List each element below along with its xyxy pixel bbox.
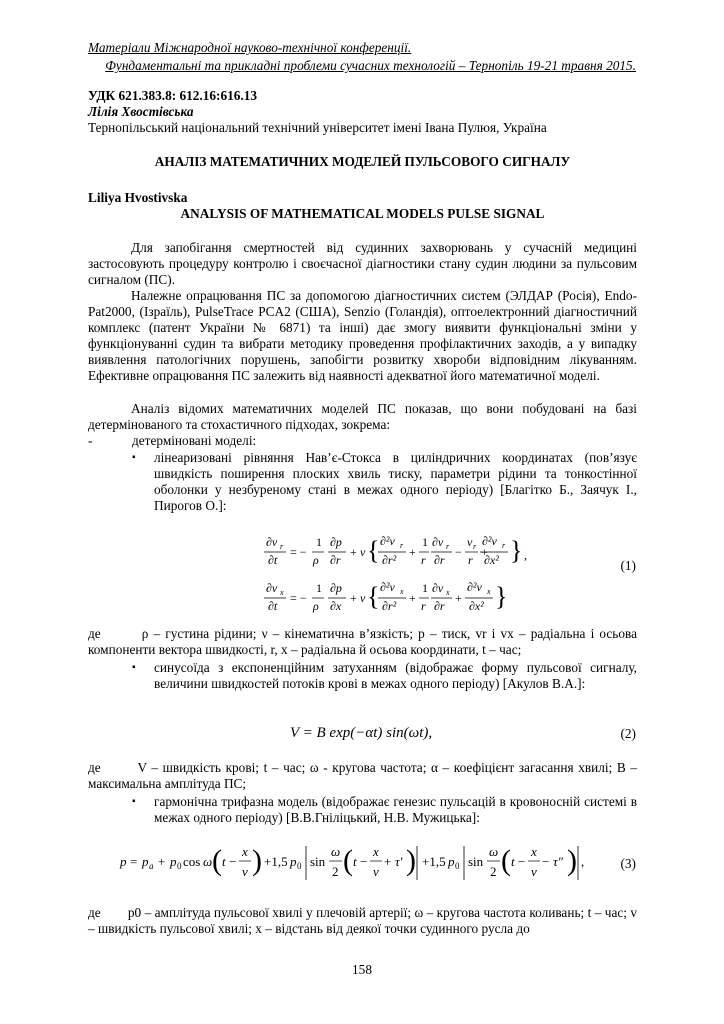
- svg-text:τ″: τ″: [553, 854, 564, 869]
- page-number: 158: [352, 962, 372, 977]
- svg-text:): ): [406, 844, 416, 877]
- svg-text:r: r: [473, 542, 477, 551]
- svg-text:{: {: [367, 582, 380, 611]
- equation-2: V = B exp(−αt) sin(ωt),: [290, 725, 433, 741]
- svg-text:∂r: ∂r: [434, 553, 445, 567]
- where-clause-2: [88, 760, 637, 792]
- svg-text:v: v: [242, 864, 248, 879]
- svg-text:∂²v: ∂²v: [482, 534, 497, 548]
- svg-text:r: r: [446, 542, 450, 551]
- svg-text:ω: ω: [203, 854, 213, 869]
- svg-text:(: (: [343, 844, 353, 877]
- svg-text:p: p: [120, 854, 127, 869]
- svg-text:∂v: ∂v: [266, 535, 278, 549]
- where-clause-1: [88, 626, 637, 658]
- equation-1: [262, 530, 512, 622]
- svg-text:+: +: [409, 545, 416, 559]
- svg-text:+: +: [350, 545, 357, 559]
- svg-text:∂x²: ∂x²: [484, 553, 499, 567]
- conference-header-line2: Фундаментальні та прикладні проблеми сучасних технологій – Тернопіль 19-21 травня 2015.: [105, 58, 636, 73]
- svg-text:−: −: [542, 854, 550, 869]
- where-1-text: ρ – густина рідини; ν – кінематична в’язкість; p – тиск, vr і vx – радіальна і осьова компоненти вектора швидкості, r, x – радіальна й осьова координати, t – час;: [88, 626, 638, 657]
- svg-text:p: p: [290, 854, 297, 869]
- svg-text:∂t: ∂t: [268, 599, 278, 613]
- svg-text:): ): [567, 844, 577, 877]
- dash-marker: -: [88, 433, 93, 448]
- svg-text:x: x: [446, 588, 450, 597]
- svg-text:,: ,: [581, 854, 585, 869]
- svg-text:∂x²: ∂x²: [469, 599, 484, 613]
- author-ua: Лілія Хвостівська: [88, 104, 194, 119]
- svg-text:∂p: ∂p: [330, 535, 342, 549]
- svg-text:1: 1: [316, 535, 322, 549]
- svg-text:∂v: ∂v: [266, 581, 278, 595]
- svg-text:+1,5: +1,5: [422, 854, 446, 869]
- equation-2-number: (2): [620, 726, 636, 741]
- svg-text:+: +: [158, 854, 166, 869]
- svg-text:∂²v: ∂²v: [380, 534, 395, 548]
- bullet-marker: ▪: [132, 796, 136, 807]
- svg-text:∂²v: ∂²v: [380, 580, 395, 594]
- svg-text:1: 1: [316, 581, 322, 595]
- svg-text:+1,5: +1,5: [264, 854, 288, 869]
- svg-text:t: t: [511, 854, 515, 869]
- svg-text:ν: ν: [360, 545, 366, 559]
- svg-text:+: +: [350, 591, 357, 605]
- dash-item-text: детерміновані моделі:: [132, 433, 257, 448]
- svg-text:x: x: [373, 844, 379, 859]
- author-en: Liliya Hvostivska: [88, 190, 188, 205]
- title-ua: АНАЛІЗ МАТЕМАТИЧНИХ МОДЕЛЕЙ ПУЛЬСОВОГО СИГНАЛУ: [154, 154, 571, 169]
- svg-text:2: 2: [490, 864, 497, 879]
- svg-text:−: −: [518, 854, 526, 869]
- svg-text:{: {: [367, 536, 380, 565]
- svg-text:= −: = −: [290, 591, 307, 605]
- svg-text:+: +: [384, 854, 392, 869]
- paragraph-2: Належне опрацювання ПС за допомогою діагностичних систем (ЭЛДАР (Росія), Endo-Pat2000, (Ізраїль), PulseTrace PCA2 (США), Senzio (Голандія), оптоелектронний діагностичний комплекс (патент України № 6871) та інші) дає змогу виявити функціональні зміни у функціонуванні судин та вибрати методику проведення профілактичних заходів, а у випадку виявлення патологічних порушень, запобігти розвитку хвороби відповідним лікуванням. Ефективне опрацювання ПС залежить від наявності адекватної його математичної моделі.: [88, 288, 637, 383]
- svg-text:p: p: [448, 854, 455, 869]
- svg-text:cos: cos: [183, 854, 201, 869]
- svg-text:+: +: [409, 591, 416, 605]
- svg-text:v: v: [373, 864, 379, 879]
- title-en: ANALYSIS OF MATHEMATICAL MODELS PULSE SIGNAL: [180, 206, 545, 221]
- svg-text:}: }: [495, 582, 508, 611]
- dash-item-deterministic: [88, 433, 637, 449]
- equation-3-number: (3): [620, 856, 636, 871]
- svg-text:(: (: [212, 844, 222, 877]
- svg-text:=: =: [130, 854, 138, 869]
- equation-1-tail: [480, 530, 540, 570]
- svg-text:∂p: ∂p: [330, 581, 342, 595]
- svg-text:1: 1: [422, 581, 428, 595]
- conference-header-line1: Матеріали Міжнародної науково-технічної конференції.: [88, 40, 412, 55]
- svg-text:∂r: ∂r: [434, 599, 445, 613]
- svg-text:r: r: [502, 541, 506, 550]
- svg-text:): ): [252, 844, 262, 877]
- bullet-item-text: лінеаризовані рівняння Нав’є-Стокса в циліндричних координатах (пов’язує швидкість поширення плоских хвиль тиску, параметри рідини та тонкостінної оболонки у незбуреному стані в межах одного періоду) [Благітко Б., Заячук І., Пирогов О.]:: [154, 450, 637, 513]
- svg-text:∂r²: ∂r²: [382, 599, 397, 613]
- svg-text:sin: sin: [310, 854, 326, 869]
- svg-text:p: p: [170, 854, 177, 869]
- svg-text:∂t: ∂t: [268, 553, 278, 567]
- svg-text:t: t: [222, 854, 226, 869]
- svg-text:ν: ν: [360, 591, 366, 605]
- bullet-item-text: гармонічна трифазна модель (відображає генезис пульсацій в кровоносній системі в межах одного періоду) [В.В.Гніліцький, Н.В. Мужицька]:: [154, 794, 637, 825]
- svg-text:r: r: [421, 553, 426, 567]
- svg-text:ρ: ρ: [313, 553, 319, 567]
- svg-text:−: −: [360, 854, 368, 869]
- svg-text:p: p: [142, 854, 149, 869]
- svg-text:}: }: [510, 536, 523, 565]
- svg-text:+: +: [481, 545, 488, 559]
- svg-text:r: r: [280, 542, 284, 551]
- bullet-item-text: синусоїда з експоненційним затуханням (відображає форму пульсової сигналу, величини швидкостей потоків крові в межах одного періоду) [Акулов В.А.]:: [154, 660, 637, 691]
- where-2-text: V – швидкість крові; t – час; ω - кругова частота; α – коефіцієнт загасання хвилі; B – максимальна амплітуда ПС;: [88, 760, 637, 791]
- where-2-lead: де: [88, 760, 101, 775]
- svg-text:v: v: [467, 535, 473, 549]
- svg-text:sin: sin: [468, 854, 484, 869]
- svg-text:0: 0: [455, 861, 460, 871]
- svg-text:2: 2: [332, 864, 339, 879]
- svg-text:ω: ω: [331, 844, 341, 859]
- udc-code: УДК 621.383.8: 612.16:616.13: [88, 88, 258, 103]
- svg-text:v: v: [531, 864, 537, 879]
- paragraph-3: Аналіз відомих математичних моделей ПС показав, що вони побудовані на базі детермінованого та стохастичного підходах, зокрема:: [88, 401, 637, 432]
- bullet-marker: ▪: [132, 662, 136, 673]
- svg-text:ω: ω: [489, 844, 499, 859]
- svg-text:0: 0: [177, 861, 182, 871]
- svg-text:∂r²: ∂r²: [382, 553, 397, 567]
- affiliation: Тернопільський національний технічний університет імені Івана Пулюя, Україна: [88, 120, 547, 135]
- svg-text:x: x: [400, 587, 404, 596]
- equation-1-number: (1): [620, 558, 636, 573]
- svg-text:x: x: [242, 844, 248, 859]
- paragraph-1: Для запобігання смертностей від судинних захворювань у сучасній медицині застосовують процедуру контролю і своєчасної діагностики стану судин людини за пульсовим сигналом (ПС).: [88, 240, 637, 287]
- svg-text:r: r: [468, 553, 473, 567]
- svg-text:r: r: [400, 541, 404, 550]
- bullet-item-harmonic-model: [88, 794, 637, 826]
- svg-text:x: x: [487, 587, 491, 596]
- svg-text:t: t: [353, 854, 357, 869]
- equation-3: [118, 838, 588, 888]
- svg-text:0: 0: [297, 861, 302, 871]
- where-clause-3: [88, 905, 637, 937]
- svg-text:(: (: [501, 844, 511, 877]
- svg-text:r: r: [421, 599, 426, 613]
- where-3-text: p0 – амплітуда пульсової хвилі у плечовій артерії; ω – кругова частота коливань; t – час; v – швидкість пульсової хвилі; x – відстань від деякої точки судинного русла до: [88, 905, 637, 936]
- svg-text:−: −: [229, 854, 237, 869]
- svg-text:∂v: ∂v: [432, 581, 444, 595]
- svg-text:∂r: ∂r: [330, 553, 341, 567]
- bullet-item-damped-sinusoid: [88, 660, 637, 692]
- svg-text:+: +: [455, 591, 462, 605]
- svg-text:x: x: [531, 844, 537, 859]
- svg-text:= −: = −: [290, 545, 307, 559]
- svg-text:x: x: [280, 588, 284, 597]
- svg-text:1: 1: [422, 535, 428, 549]
- svg-text:a: a: [149, 861, 154, 871]
- svg-text:∂x: ∂x: [330, 599, 342, 613]
- where-1-lead: де: [88, 626, 101, 641]
- svg-text:ρ: ρ: [313, 599, 319, 613]
- svg-text:−: −: [455, 545, 462, 559]
- bullet-marker: ▪: [132, 452, 136, 463]
- where-3-lead: де: [88, 905, 101, 920]
- bullet-item-navier-stokes: [88, 450, 637, 514]
- svg-text:τ′: τ′: [395, 854, 403, 869]
- svg-text:,: ,: [524, 548, 527, 562]
- svg-text:∂²v: ∂²v: [467, 580, 482, 594]
- svg-text:∂v: ∂v: [432, 535, 444, 549]
